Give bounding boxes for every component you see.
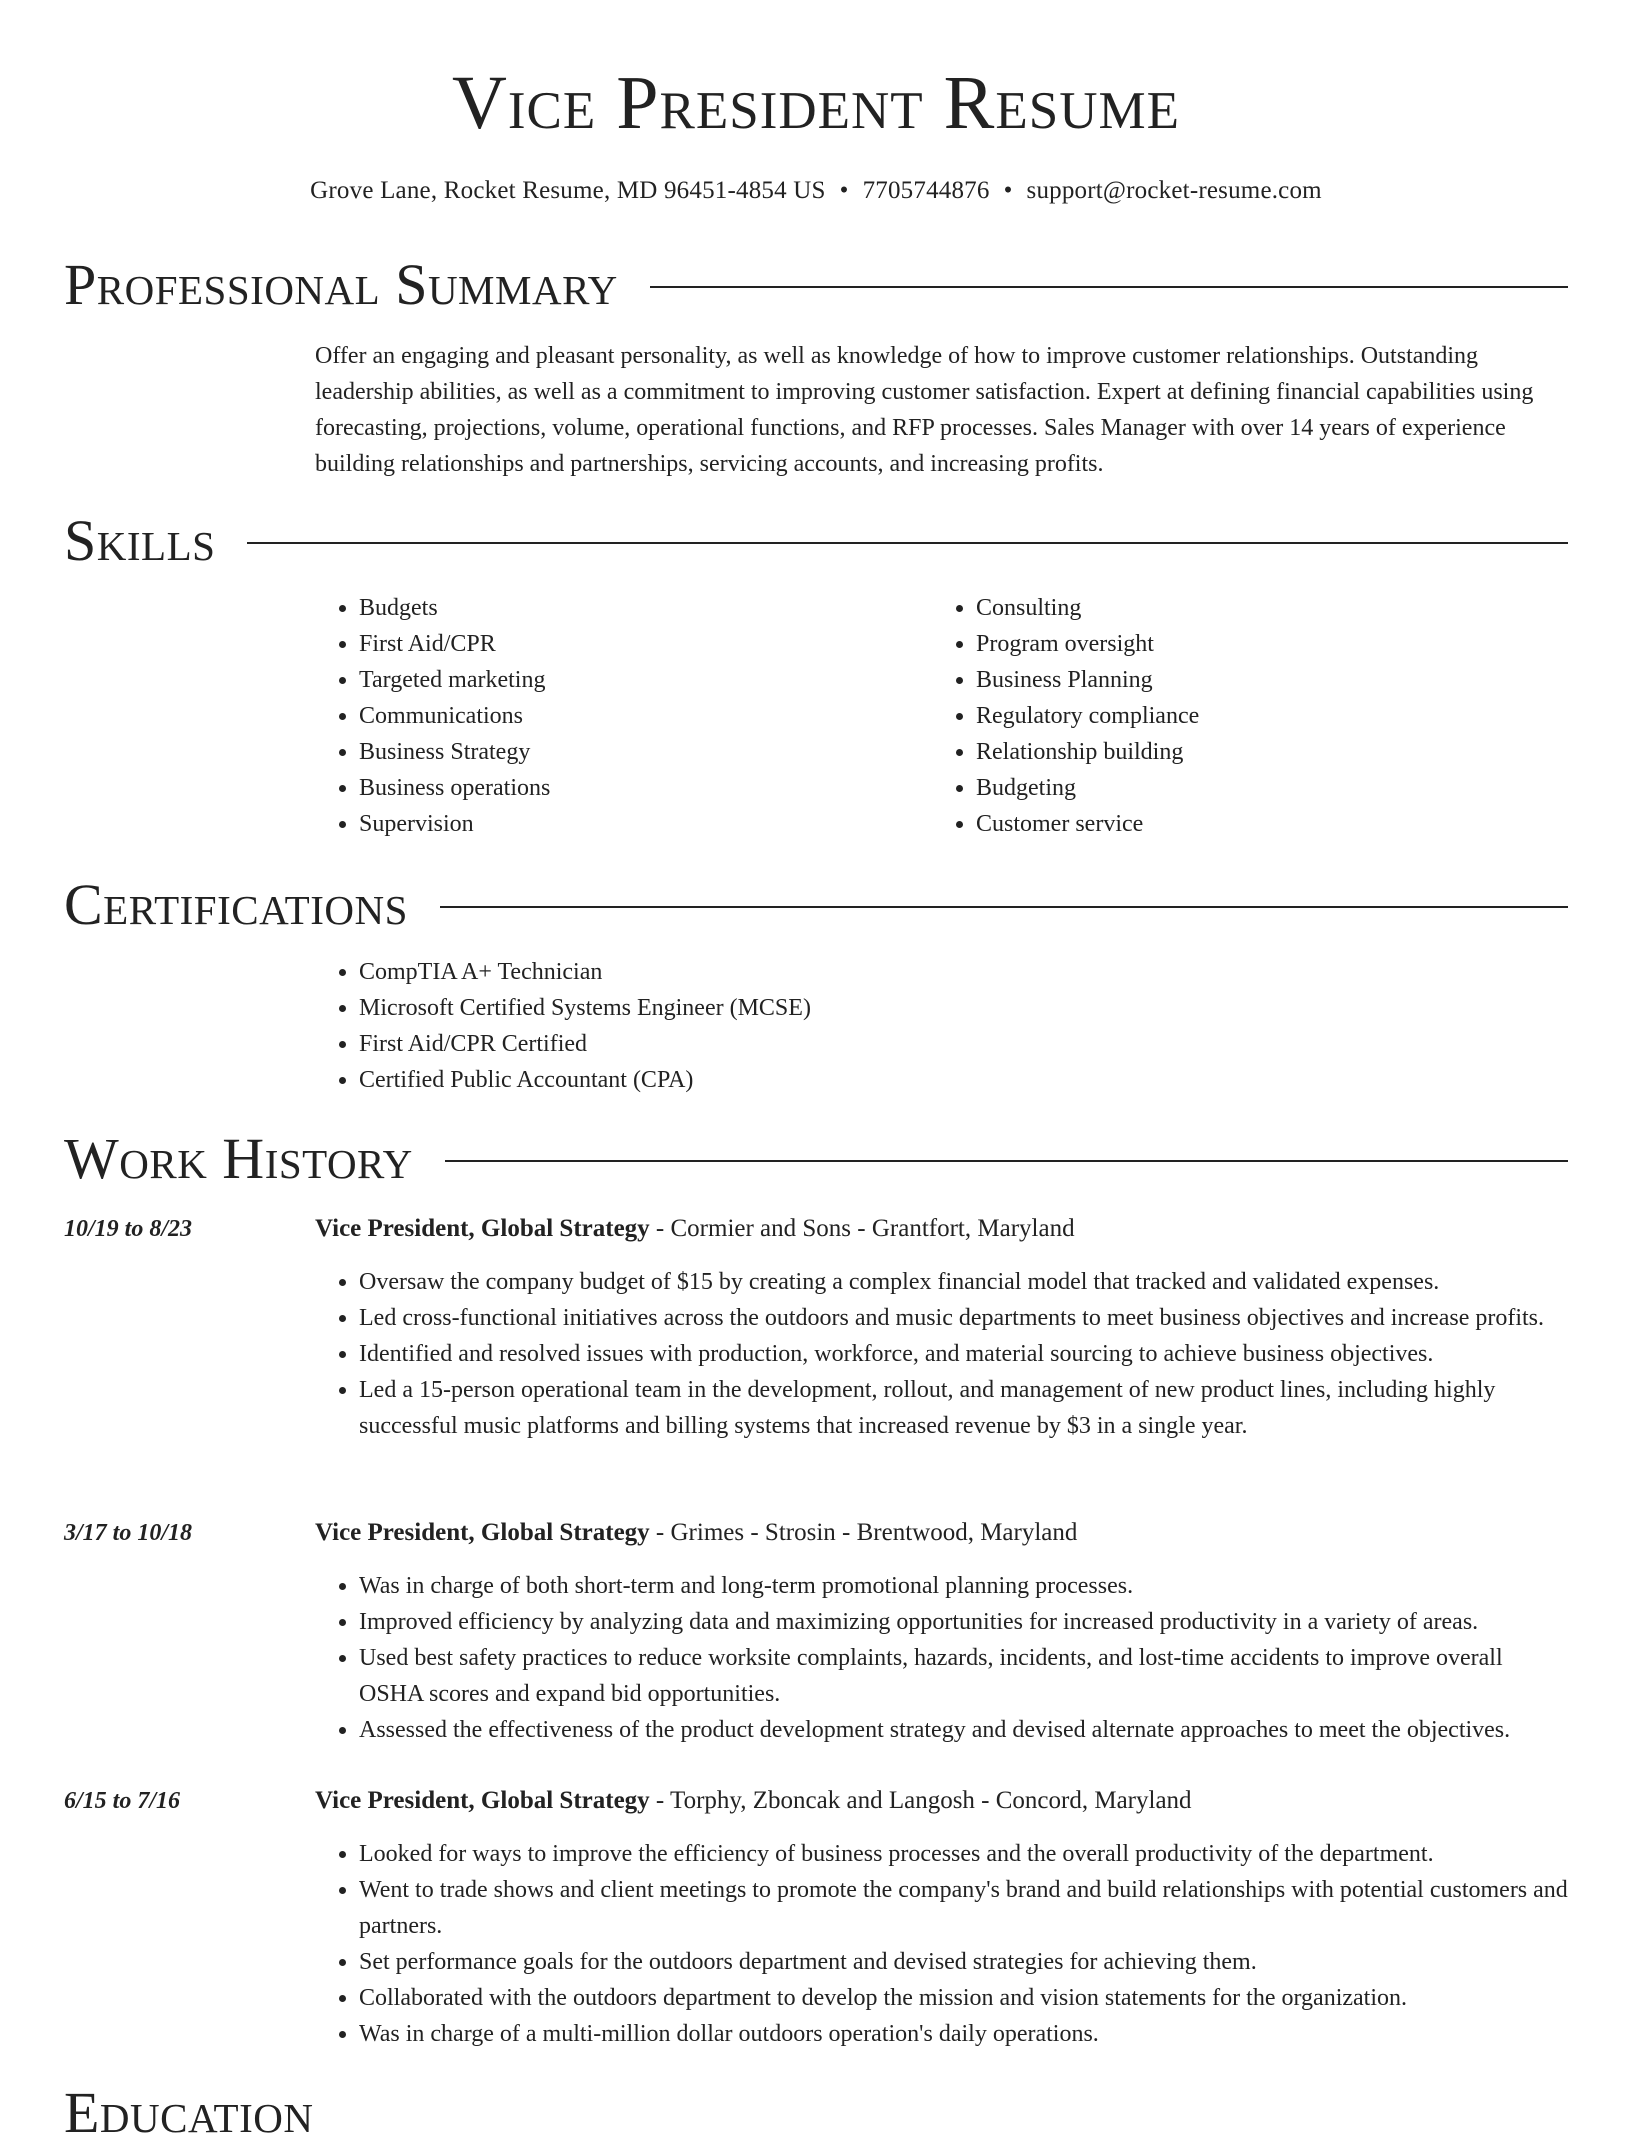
duty-item: • Led a 15-person operational team in the development, rollout, and management of new product lines, including highly successful music platforms and billing systems that increased revenue by $3 in a single year. [359,1372,1568,1444]
section-header-education [64,2080,1568,2146]
duty-item: • Used best safety practices to reduce worksite complaints, hazards, incidents, and lost-time accidents to improve overall OSHA scores and expand bid opportunities. [359,1640,1568,1712]
skill-item: • Program oversight [976,626,1532,662]
section-title-education: Education [64,2080,314,2145]
contact-separator: • [1003,177,1013,204]
contact-email: support@rocket-resume.com [1026,177,1322,204]
job-dates: 3/17 to 10/18 [64,1520,193,1546]
section-title-skills: Skills [64,508,216,573]
resume-title: Vice President Resume [452,61,1180,145]
job-dates: 10/19 to 8/23 [64,1216,193,1242]
skill-item: • Targeted marketing [359,662,915,698]
contact-line [0,174,1632,208]
skill-item: • Business operations [359,770,915,806]
skill-item: • Budgets [359,590,915,626]
duty-item: • Was in charge of a multi-million dollar outdoors operation's daily operations. [359,2016,1568,2052]
job-role: Vice President, Global Strategy [315,1215,650,1242]
duty-item: • Set performance goals for the outdoors department and devised strategies for achieving them. [359,1944,1568,1980]
summary-text: Offer an engaging and pleasant personality, as well as knowledge of how to improve customer relationships. Outstanding leadership abilities, as well as a commitment to improving customer satisfaction. Expert at defining financial capabilities using forecasting, projections, volume, operational functions, and RFP processes. Sales Manager with over 14 years of experience building relationships and partnerships, servicing accounts, and increasing profits. [315,343,1534,477]
section-title-summary: Professional Summary [64,252,618,317]
skill-item: • Business Planning [976,662,1532,698]
contact-separator: • [839,177,849,204]
section-divider [650,286,1568,288]
duty-item: • Improved efficiency by analyzing data and maximizing opportunities for increased productivity in a variety of areas. [359,1604,1568,1640]
skill-item: • Communications [359,698,915,734]
duty-item: • Identified and resolved issues with production, workforce, and material sourcing to achieve business objectives. [359,1336,1568,1372]
section-divider [445,1160,1568,1162]
skill-item: • Budgeting [976,770,1532,806]
skill-item: • First Aid/CPR [359,626,915,662]
section-header-summary [64,252,1568,318]
certification-item: • Certified Public Accountant (CPA) [359,1062,1515,1098]
section-title-work-history: Work History [64,1126,413,1191]
job-heading [315,1516,1077,1550]
certification-item: • First Aid/CPR Certified [359,1026,1515,1062]
job-duties [315,1264,1568,1444]
duty-item: • Looked for ways to improve the efficiency of business processes and the overall productivity of the department. [359,1836,1568,1872]
skill-item: • Relationship building [976,734,1532,770]
job-employer: - Cormier and Sons - Grantfort, Maryland [649,1215,1075,1242]
job-heading [315,1784,1192,1818]
skills-column-right [932,590,1532,842]
skills-list-right [932,590,1532,842]
skill-item: • Regulatory compliance [976,698,1532,734]
skill-item: • Consulting [976,590,1532,626]
certification-item: • CompTIA A+ Technician [359,954,1515,990]
certifications-list [315,954,1515,1098]
certification-item: • Microsoft Certified Systems Engineer (MCSE) [359,990,1515,1026]
duty-item: • Oversaw the company budget of $15 by creating a complex financial model that tracked and validated expenses. [359,1264,1568,1300]
job-duties-list [315,1836,1568,2052]
skill-item: • Business Strategy [359,734,915,770]
job-employer: - Grimes - Strosin - Brentwood, Maryland [649,1519,1078,1546]
job-duties-list [315,1568,1568,1748]
skill-item: • Supervision [359,806,915,842]
job-heading [315,1212,1075,1246]
section-header-work-history [64,1126,1568,1192]
duty-item: • Collaborated with the outdoors department to develop the mission and vision statements for the organization. [359,1980,1568,2016]
skill-item: • Customer service [976,806,1532,842]
duty-item: • Led cross-functional initiatives across the outdoors and music departments to meet business objectives and increase profits. [359,1300,1568,1336]
job-duties [315,1836,1568,2052]
certifications-block [315,954,1515,1098]
duty-item: • Assessed the effectiveness of the product development strategy and devised alternate approaches to meet the objectives. [359,1712,1568,1748]
job-role: Vice President, Global Strategy [315,1519,650,1546]
job-duties [315,1568,1568,1748]
contact-address: Grove Lane, Rocket Resume, MD 96451-4854 US [310,177,826,204]
duty-item: • Was in charge of both short-term and long-term promotional planning processes. [359,1568,1568,1604]
contact-phone: 7705744876 [862,177,990,204]
section-divider [440,906,1568,908]
duty-item: • Went to trade shows and client meetings to promote the company's brand and build relationships with potential customers and partners. [359,1872,1568,1944]
section-title-certifications: Certifications [64,872,408,937]
job-duties-list [315,1264,1568,1444]
job-dates: 6/15 to 7/16 [64,1788,181,1814]
skills-list-left [315,590,915,842]
job-employer: - Torphy, Zboncak and Langosh - Concord, Maryland [649,1787,1192,1814]
job-role: Vice President, Global Strategy [315,1787,650,1814]
section-divider [247,542,1568,544]
section-header-skills [64,508,1568,574]
section-header-certifications [64,872,1568,938]
skills-column-left [315,590,915,842]
